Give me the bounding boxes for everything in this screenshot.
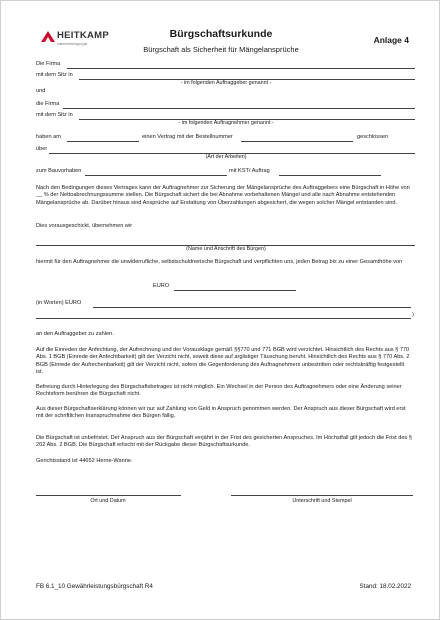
firma-field[interactable] <box>67 68 415 69</box>
paragraph-hinterlegung: Befreiung durch Hinterlegung des Bürgschaftsbetrages ist nicht möglich. Ein Wechsel in der Person des Auftragnehmers oder eine Änderung seiner Rechtsform berühren die Bürgschaft nicht. <box>36 384 402 398</box>
in-worten-field[interactable] <box>93 307 411 308</box>
euro-label: EURO <box>153 283 170 289</box>
document-title: Bürgschaftsurkunde <box>169 28 273 40</box>
auftragnehmer-hint: - im folgenden Auftragnehmer genannt - <box>178 120 274 126</box>
in-worten-field-line2[interactable] <box>36 318 411 319</box>
footer-form-id: FB 6.1_10 Gewährleistungsbürgschaft R4 <box>36 583 153 590</box>
paragraph-einreden: Auf die Einreden der Anfechtung, der Aufrechnung und der Vorausklage gemäß §§770 und 771 BGB wird verzichtet. Hinsichtlich des Rechts aus § 770 Abs. 1 BGB (Einrede der Anfechtbarkeit) gilt der Verzicht nicht, soweit diese auf arglistiger Täuschung beruht. Hinsichtlich des Rechts aus § 770 Abs. 2 BGB (Einrede der Aufrechenbarkeit) gilt der Verzicht nicht, sofern die Gegenforderung des Auftragnehmers unbestritten oder rechtskräftig festgestellt ist. <box>36 347 410 375</box>
ort-datum-label: Ort und Datum <box>90 498 126 504</box>
paragraph-bedingungen: Nach den Bedingungen dieses Vertrages kann der Auftragnehmer zur Sicherung der Mängelansprüche des Auftraggebers eine Bürgschaft in Höhe von __ % der Nettoabrechnungssumme stellen. Die Bürgschaft sichert die bei Abnahme vorbehaltenen Mängel und alle nach Abnahme entstehenden Mängelansprüche ab. Darüber hinaus sind Ansprüche auf Erstattung von Überzahlungen abgesichert, die wegen solcher Mängel entstanden sind. <box>36 185 410 206</box>
ort-datum-field[interactable] <box>36 495 181 496</box>
sitz-label: mit dem Sitz in <box>36 72 73 78</box>
paragraph-uebernahme: Dies vorausgeschickt, übernehmen wir <box>36 223 133 229</box>
attachment-label: Anlage 4 <box>373 35 409 45</box>
vertrag-text: einen Vertrag mit der Bestellnummer <box>142 134 233 140</box>
in-worten-label: (in Worten) EURO <box>36 300 82 306</box>
sitz2-label: mit dem Sitz in <box>36 112 73 118</box>
closing-parenthesis: ) <box>412 312 414 318</box>
unterschrift-field[interactable] <box>231 495 413 496</box>
haben-am-label: haben am <box>36 134 61 140</box>
unterschrift-label: Unterschrift und Stempel <box>292 498 352 504</box>
paragraph-befristung: Die Bürgschaft ist unbefristet. Der Anspruch aus der Bürgschaft verjährt in der Frist des gesicherten Anspruches. Im Höchstfall gilt jedoch die Frist des § 202 Abs. 2 BGB. Die Bürgschaft erlischt mit der Rückgabe dieser Bürgschaftsurkunde. <box>36 435 412 449</box>
company-tagline: unternehmensgruppe <box>57 42 88 46</box>
document-subtitle: Bürgschaft als Sicherheit für Mängelansprüche <box>143 45 299 54</box>
paragraph-inanspruchnahme: Aus dieser Bürgschaftserklärung können wir nur auf Zahlung von Geld in Anspruch genommen werden. Der Anspruch aus dieser Bürgschaft wird erst mit der schriftlichen Inanspruchnahme des Bürgen fällig. <box>36 406 406 420</box>
bestellnummer-field[interactable] <box>241 141 353 142</box>
und-label: und <box>36 88 46 94</box>
firma2-label: die Firma <box>36 101 60 107</box>
arbeiten-hint: (Art der Arbeiten) <box>205 154 247 160</box>
bauvorhaben-label: zum Bauvorhaben <box>36 168 82 174</box>
euro-amount-field[interactable] <box>174 290 296 291</box>
auftraggeber-hint: - im folgenden Auftraggeber genannt - <box>180 80 272 86</box>
buergen-hint: (Name und Anschrift des Bürgen) <box>186 246 266 252</box>
paragraph-buergschaft: hiermit für den Auftragnehmer die unwiderrufliche, selbstschuldnerische Bürgschaft und verpflichten uns, jeden Betrag bis zu einer Gesamthöhe von <box>36 259 403 265</box>
kst-field[interactable] <box>279 175 381 176</box>
firma2-field[interactable] <box>63 108 415 109</box>
kst-label: mit KST/ Auftrag <box>229 168 270 174</box>
bauvorhaben-field[interactable] <box>85 175 227 176</box>
ueber-label: über <box>36 146 48 152</box>
company-name: HEITKAMP <box>57 30 110 41</box>
vertragsdatum-field[interactable] <box>67 141 139 142</box>
firma-label: Die Firma <box>36 61 61 67</box>
geschlossen-label: geschlossen <box>357 134 389 140</box>
paragraph-zahlung: an den Auftraggeber zu zahlen. <box>36 331 114 337</box>
paragraph-gerichtsstand: Gerichtsstand ist 44652 Herne-Wanne. <box>36 458 133 464</box>
footer-stand: Stand: 18.02.2022 <box>359 583 411 590</box>
